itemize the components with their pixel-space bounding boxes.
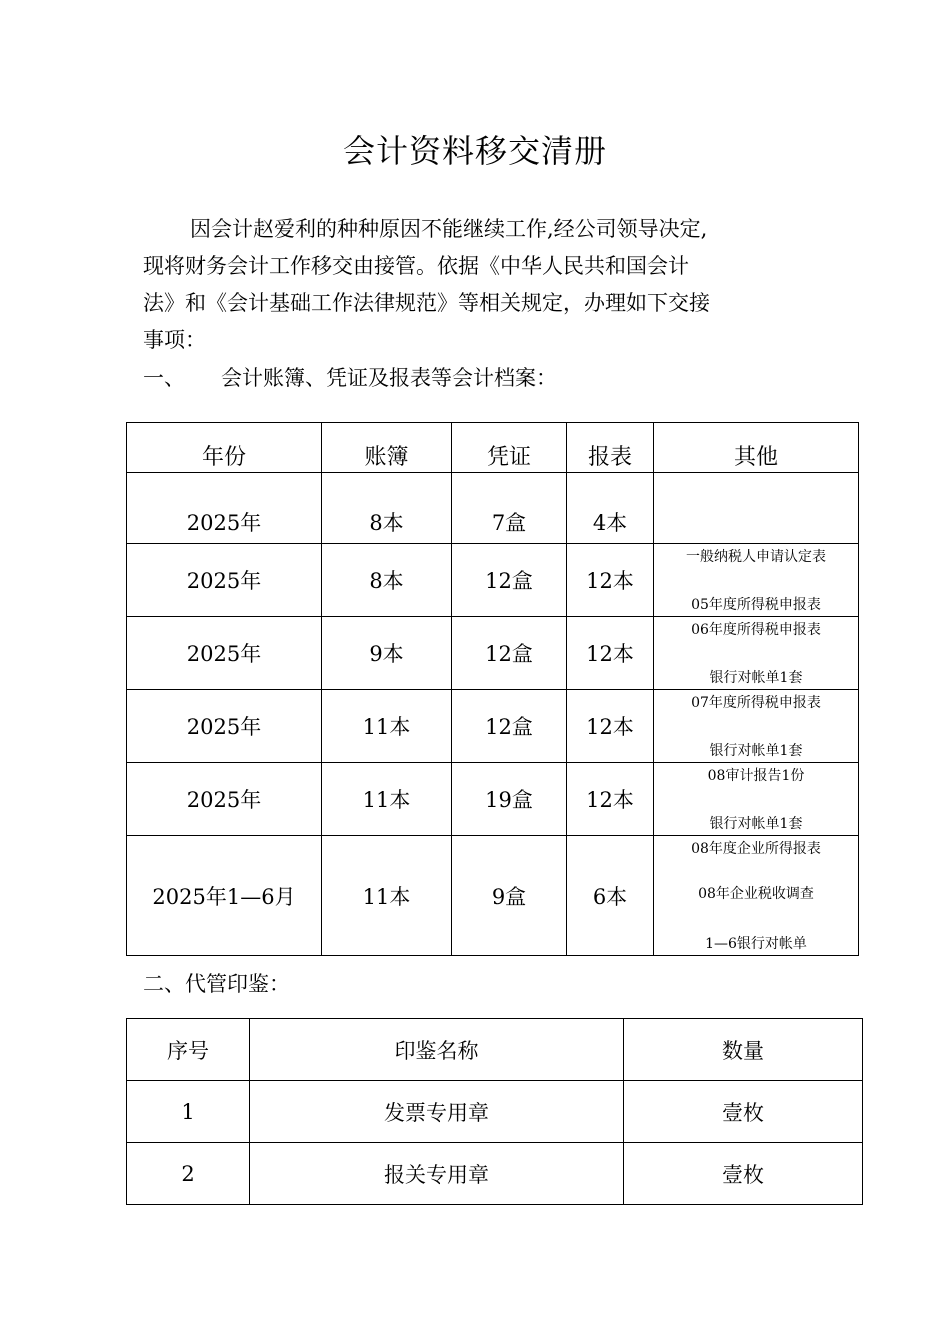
paragraph-line: 因会计赵爱利的种种原因不能继续工作,经公司领导决定, [190,217,708,241]
cell-reports: 12本 [567,544,654,617]
other-note: 1—6银行对帐单 [705,936,807,952]
cell-qty: 壹枚 [624,1143,863,1205]
table-row [127,836,859,956]
cell-vouchers: 9盒 [452,836,567,956]
other-note: 银行对帐单1套 [709,816,803,832]
other-note: 08审计报告1份 [707,768,805,784]
cell-vouchers: 19盒 [452,763,567,836]
cell-seal-name: 报关专用章 [250,1143,624,1205]
table-row [127,617,859,690]
table-row [127,763,859,836]
header-no: 序号 [127,1019,250,1081]
cell-other [654,836,859,956]
paragraph-line: 事项： [143,328,206,352]
paragraph-line: 法》和《会计基础工作法律规范》等相关规定，办理如下交接 [143,291,710,315]
cell-other [654,690,859,763]
archive-table [126,422,859,956]
cell-reports: 12本 [567,690,654,763]
table-row [127,690,859,763]
cell-qty: 壹枚 [624,1081,863,1143]
other-note: 07年度所得税申报表 [691,695,821,711]
header-seal-name: 印鉴名称 [250,1019,624,1081]
other-note: 08年度企业所得报表 [691,841,821,857]
cell-year: 2025年 [127,617,322,690]
cell-reports: 6本 [567,836,654,956]
paragraph-line: 现将财务会计工作移交由接管。依据《中华人民共和国会计 [143,254,689,278]
cell-other [654,544,859,617]
cell-books: 9本 [322,617,452,690]
header-reports: 报表 [567,423,654,473]
intro-paragraph [143,211,823,359]
cell-seal-name: 发票专用章 [250,1081,624,1143]
cell-reports: 12本 [567,617,654,690]
cell-year: 2025年1—6月 [127,836,322,956]
cell-other [654,617,859,690]
seal-table [126,1018,863,1205]
cell-no: 1 [127,1081,250,1143]
other-note: 银行对帐单1套 [709,670,803,686]
cell-vouchers: 12盒 [452,617,567,690]
header-year: 年份 [127,423,322,473]
cell-vouchers: 7盒 [452,473,567,544]
cell-year: 2025年 [127,544,322,617]
cell-year: 2025年 [127,690,322,763]
cell-reports: 4本 [567,473,654,544]
table-header-row [127,423,859,473]
cell-books: 11本 [322,763,452,836]
document-title: 会计资料移交清册 [342,132,607,170]
other-note: 银行对帐单1套 [709,743,803,759]
section-number: 一、 [143,366,185,390]
cell-year: 2025年 [127,763,322,836]
table-row [127,1081,863,1143]
other-note: 05年度所得税申报表 [691,597,821,613]
header-books: 账簿 [322,423,452,473]
other-note: 06年度所得税申报表 [691,622,821,638]
other-note: 一般纳税人申请认定表 [686,549,826,565]
cell-year: 2025年 [127,473,322,544]
section-text: 会计账簿、凭证及报表等会计档案： [221,366,557,390]
cell-books: 8本 [322,544,452,617]
cell-other [654,473,859,544]
cell-vouchers: 12盒 [452,690,567,763]
cell-books: 11本 [322,690,452,763]
table-header-row [127,1019,863,1081]
table-row [127,544,859,617]
cell-books: 8本 [322,473,452,544]
cell-vouchers: 12盒 [452,544,567,617]
header-vouchers: 凭证 [452,423,567,473]
other-note: 08年企业税收调查 [698,886,814,902]
cell-other [654,763,859,836]
header-qty: 数量 [624,1019,863,1081]
table-row [127,1143,863,1205]
cell-books: 11本 [322,836,452,956]
header-other: 其他 [654,423,859,473]
section-heading-seals: 二、代管印鉴： [143,972,290,996]
table-row [127,473,859,544]
cell-no: 2 [127,1143,250,1205]
section-heading-archives [143,362,557,392]
cell-reports: 12本 [567,763,654,836]
